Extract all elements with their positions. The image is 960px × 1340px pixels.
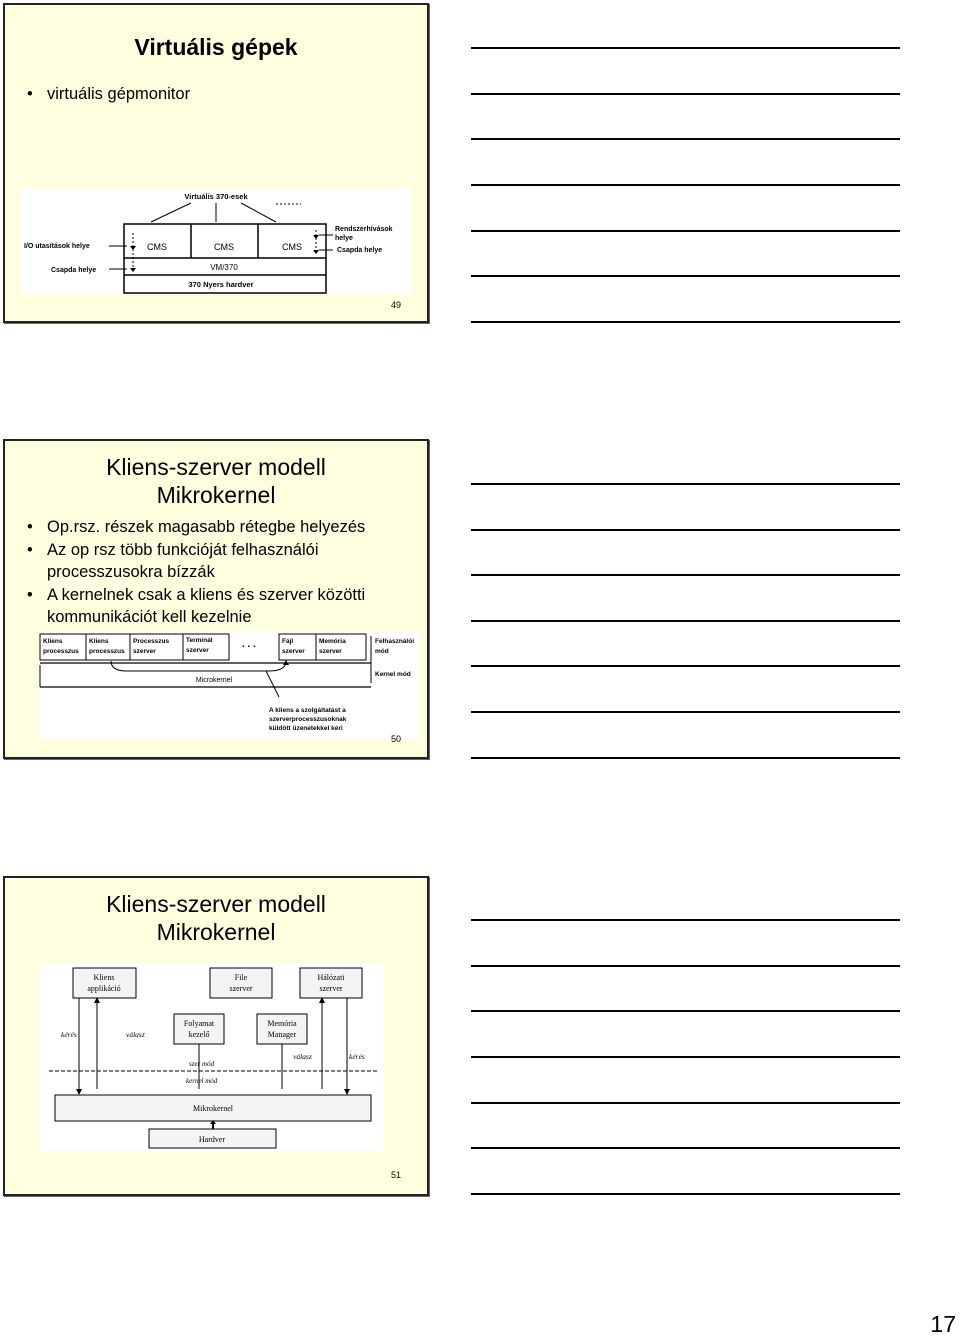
- box-label: Kliens processzus: [89, 638, 125, 655]
- label-virtual-370: Virtuális 370-esek: [184, 192, 248, 201]
- slide-title: Virtuális gépek: [134, 34, 298, 60]
- cms-label-2: CMS: [214, 242, 234, 252]
- box-label: Kliens processzus: [43, 638, 79, 655]
- bullet-item: • virtuális gépmonitor: [27, 83, 419, 106]
- hardware-label: Hardver: [198, 1135, 226, 1144]
- slide-51: [3, 876, 429, 1196]
- vm370-diagram: [21, 188, 411, 294]
- slide-title-line1: Kliens-szerver modell: [106, 454, 326, 480]
- notes-lines-slide-49: [471, 48, 900, 322]
- cms-label-3: CMS: [282, 242, 302, 252]
- box-label: Memória szerver: [319, 638, 346, 655]
- ellipsis: . . .: [242, 639, 256, 650]
- slide-title-line1: Kliens-szerver modell: [106, 891, 326, 917]
- bullet-item: • Az op rsz több funkcióját felhasználói processzusokra bízzák: [27, 539, 419, 584]
- kernel-mode-label: Kernel mód: [375, 671, 411, 678]
- slide-number: 51: [390, 1170, 401, 1180]
- slide-number: 50: [390, 734, 401, 744]
- caption: A kliens a szolgáltatást a szerverprocesszusoknak küldött üzenetekkel kéri: [269, 707, 347, 732]
- slide-50: [3, 439, 429, 759]
- notes-lines-slide-50: [471, 484, 900, 758]
- notes-lines-slide-51: [471, 920, 900, 1194]
- syscall-label: Rendszerhívások: [335, 226, 393, 233]
- cms-label-1: CMS: [147, 242, 167, 252]
- trap-label-right: Csapda helye: [337, 247, 383, 254]
- slide-number: 49: [390, 300, 401, 310]
- client-server-diagram: [39, 963, 383, 1151]
- box-label: Processzus szerver: [133, 638, 170, 655]
- user-mode-label: Felhasználói mód: [375, 638, 415, 655]
- syscall-label-line2: helye: [335, 235, 353, 242]
- microkernel-label: Microkernel: [195, 677, 233, 684]
- box-label: Kliens applikáció: [87, 973, 121, 993]
- user-mode-label: szer mód: [189, 1060, 215, 1068]
- vm370-label: VM/370: [210, 263, 238, 272]
- microkernel-diagram: [39, 631, 419, 739]
- hardware-label: 370 Nyers hardver: [188, 280, 254, 289]
- microkernel-label: Mikrokernel: [193, 1104, 233, 1113]
- slide-49: [3, 3, 429, 323]
- slide-title-line2: Mikrokernel: [156, 482, 276, 508]
- slide-title: [5, 890, 427, 946]
- bullet-item: • Op.rsz. részek magasabb rétegbe helyezés: [27, 516, 419, 539]
- page-number: 17: [930, 1311, 956, 1337]
- box-label: Fájl szerver: [282, 638, 305, 655]
- slide-title: [5, 453, 427, 509]
- reply-label: válasz: [126, 1030, 145, 1039]
- request-label: kérés: [61, 1030, 77, 1039]
- box-label: Memória Manager: [267, 1019, 297, 1039]
- slide-title-line2: Mikrokernel: [156, 919, 276, 945]
- bullet-list: [27, 83, 419, 106]
- box-label: Terminál szerver: [186, 637, 213, 654]
- kernel-mode-label: kernel mód: [186, 1077, 218, 1085]
- bullet-list: [27, 516, 419, 629]
- bullet-item: • A kernelnek csak a kliens és szerver közötti kommunikációt kell kezelnie: [27, 584, 419, 629]
- box-label: Hálózati szerver: [317, 973, 345, 993]
- trap-label-left: Csapda helye: [51, 267, 97, 274]
- io-instructions-label: I/O utasítások helye: [24, 243, 90, 250]
- box-label: Folyamat kezelő: [183, 1019, 215, 1039]
- request-label: kérés: [349, 1052, 365, 1061]
- box-label: File szerver: [229, 973, 253, 993]
- reply-label: válasz: [293, 1052, 312, 1061]
